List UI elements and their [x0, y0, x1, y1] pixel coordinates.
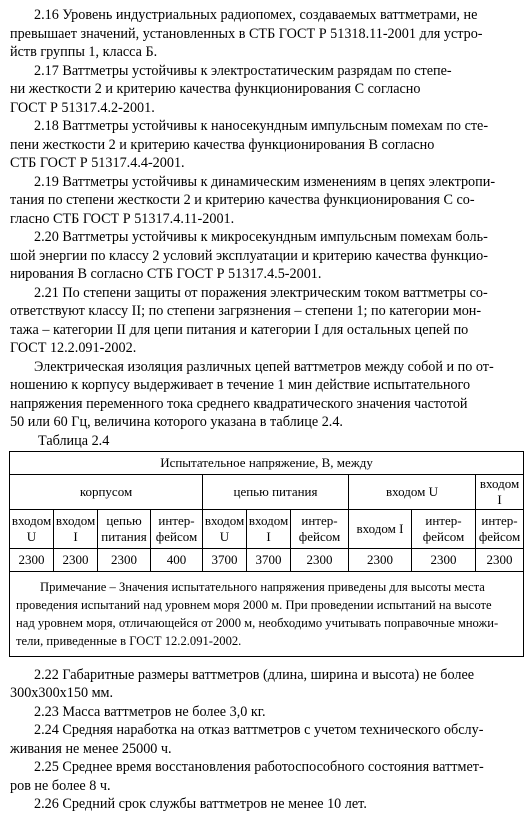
- text-line: тания по степени жесткости 2 и критерию качества функционирования С со-: [10, 192, 475, 208]
- paragraph: [10, 6, 522, 62]
- paragraph: [10, 666, 522, 703]
- text-line: тажа – категории II для цепи питания и категории I для остальных цепей по: [10, 321, 469, 338]
- note-line: над уровнем моря, отличающейся от 2000 м, необходимо учитывать поправочные множи-: [16, 615, 499, 630]
- group-header: корпусом: [10, 474, 203, 509]
- subheader-text: U: [219, 528, 230, 544]
- value-cell: 2300: [476, 548, 524, 571]
- text-line: 2.24 Средняя наработка на отказ ваттметров с учетом технического обслу-: [34, 722, 484, 738]
- group-header: входом U: [349, 474, 476, 509]
- text-line: пени жесткости 2 и критерию качества функционирования В согласно: [10, 136, 435, 153]
- subheader-text: питания: [101, 528, 147, 544]
- value-cell: 2300: [291, 548, 349, 571]
- subheader-cell: [291, 509, 349, 548]
- note-line: Примечание – Значения испытательного напряжения приведены для высоты места: [40, 579, 485, 594]
- subheader-text: интер-: [158, 512, 195, 528]
- text-line: ношению к корпусу выдерживает в течение 1 мин действие испытательного: [10, 377, 471, 393]
- paragraph: [10, 358, 522, 432]
- paragraph: [10, 703, 522, 722]
- subheader-text: фейсом: [478, 528, 521, 544]
- value-cell: 3700: [203, 548, 247, 571]
- text-line: ГОСТ Р 51317.4.2-2001.: [10, 99, 155, 116]
- section-bottom: [10, 666, 522, 814]
- text-line: 2.21 По степени защиты от поражения электрическим током ваттметры со-: [34, 284, 488, 301]
- text-line: Электрическая изоляция различных цепей ваттметров между собой и по от-: [34, 358, 494, 375]
- subheader-cell: [476, 509, 524, 548]
- note-line: тели, приведенные в ГОСТ 12.2.091-2002.: [16, 633, 242, 648]
- text-line: нирования В согласно СТБ ГОСТ Р 51317.4.5-2001.: [10, 266, 322, 282]
- text-line: шой энергии по классу 2 условий эксплуатации и критерию качества функцио-: [10, 247, 488, 264]
- value-cell: 3700: [247, 548, 291, 571]
- subheader-text: интер-: [481, 512, 518, 528]
- subheader-text: интер-: [301, 512, 338, 528]
- text-line: 2.22 Габаритные размеры ваттметров (длина, ширина и высота) не более: [34, 666, 475, 683]
- paragraph: [10, 721, 522, 758]
- text-line: 2.20 Ваттметры устойчивы к микросекундным импульсным помехам боль-: [34, 229, 488, 245]
- text-line: 2.18 Ваттметры устойчивы к наносекундным импульсным помехам по сте-: [34, 118, 489, 134]
- subheader-text: I: [73, 528, 78, 544]
- text-line: 2.17 Ваттметры устойчивы к электростатическим разрядам по степе-: [34, 62, 452, 79]
- section-top: [10, 6, 522, 432]
- table-header: Испытательное напряжение, В, между: [10, 451, 524, 474]
- document-page: [10, 6, 522, 814]
- subheader-text: входом: [11, 512, 52, 528]
- text-line: 300x300x150 мм.: [10, 685, 114, 701]
- text-line: гласно СТБ ГОСТ Р 51317.4.11-2001.: [10, 210, 235, 227]
- text-line: 2.26 Средний срок службы ваттметров не менее 10 лет.: [34, 796, 367, 812]
- text-line: 2.25 Среднее время восстановления работоспособного состояния ваттмет-: [34, 759, 484, 775]
- subheader-cell: [98, 509, 151, 548]
- paragraph: [10, 117, 522, 173]
- text-line: 50 или 60 Гц, величина которого указана в таблице 2.4.: [10, 414, 343, 430]
- text-line: ГОСТ 12.2.091-2002.: [10, 340, 137, 356]
- text-line: СТБ ГОСТ Р 51317.4.4-2001.: [10, 155, 185, 171]
- subheader-row: [10, 509, 524, 548]
- value-cell: 2300: [349, 548, 412, 571]
- paragraph: [10, 228, 522, 284]
- text-line: ров не более 8 ч.: [10, 777, 111, 794]
- subheader-text: фейсом: [155, 528, 198, 544]
- subheader-cell: [203, 509, 247, 548]
- paragraph: [10, 758, 522, 795]
- group-header: входом I: [476, 474, 524, 509]
- values-row: [10, 548, 524, 571]
- paragraph: [10, 795, 522, 814]
- text-line: превышает значений, установленных в СТБ ГОСТ Р 51318.11-2001 для устро-: [10, 25, 483, 42]
- text-line: живания не менее 25000 ч.: [10, 740, 172, 757]
- subheader-text: входом I: [356, 520, 404, 536]
- subheader-cell: [412, 509, 476, 548]
- subheader-cell: [247, 509, 291, 548]
- text-line: 2.16 Уровень индустриальных радиопомех, создаваемых ваттметрами, не: [34, 7, 478, 23]
- subheader-text: входом: [55, 512, 96, 528]
- subheader-text: входом: [204, 512, 245, 528]
- text-line: 2.23 Масса ваттметров не более 3,0 кг.: [34, 703, 266, 720]
- text-line: ответствуют классу II; по степени загрязнения – степени 1; по категории мон-: [10, 303, 482, 319]
- text-line: 2.19 Ваттметры устойчивы к динамическим изменениям в цепях электропи-: [34, 173, 496, 190]
- note-line: проведения испытаний над уровнем моря 2000 м. При проведении испытаний на высоте: [16, 597, 492, 612]
- subheader-text: I: [266, 528, 271, 544]
- subheader-cell: [151, 509, 203, 548]
- table-note: [10, 571, 524, 656]
- value-cell: 2300: [98, 548, 151, 571]
- text-line: напряжения переменного тока среднего квадратического значения частотой: [10, 395, 468, 412]
- text-line: ни жесткости 2 и критерию качества функционирования С согласно: [10, 81, 421, 97]
- value-cell: 2300: [412, 548, 476, 571]
- value-cell: 400: [151, 548, 203, 571]
- test-voltage-table: [9, 451, 524, 657]
- subheader-cell: [10, 509, 54, 548]
- paragraph: [10, 284, 522, 358]
- value-cell: 2300: [10, 548, 54, 571]
- table-caption: Таблица 2.4: [38, 432, 110, 449]
- subheader-cell: [54, 509, 98, 548]
- text-line: йств группы 1, класса Б.: [10, 44, 158, 60]
- subheader-text: цепью: [106, 512, 142, 528]
- group-header: цепью питания: [203, 474, 349, 509]
- value-cell: 2300: [54, 548, 98, 571]
- subheader-text: фейсом: [298, 528, 341, 544]
- subheader-text: интер-: [425, 512, 462, 528]
- subheader-text: U: [26, 528, 37, 544]
- subheader-text: входом: [248, 512, 289, 528]
- subheader-cell: [349, 509, 412, 548]
- subheader-text: фейсом: [422, 528, 465, 544]
- paragraph: [10, 62, 522, 118]
- paragraph: [10, 173, 522, 229]
